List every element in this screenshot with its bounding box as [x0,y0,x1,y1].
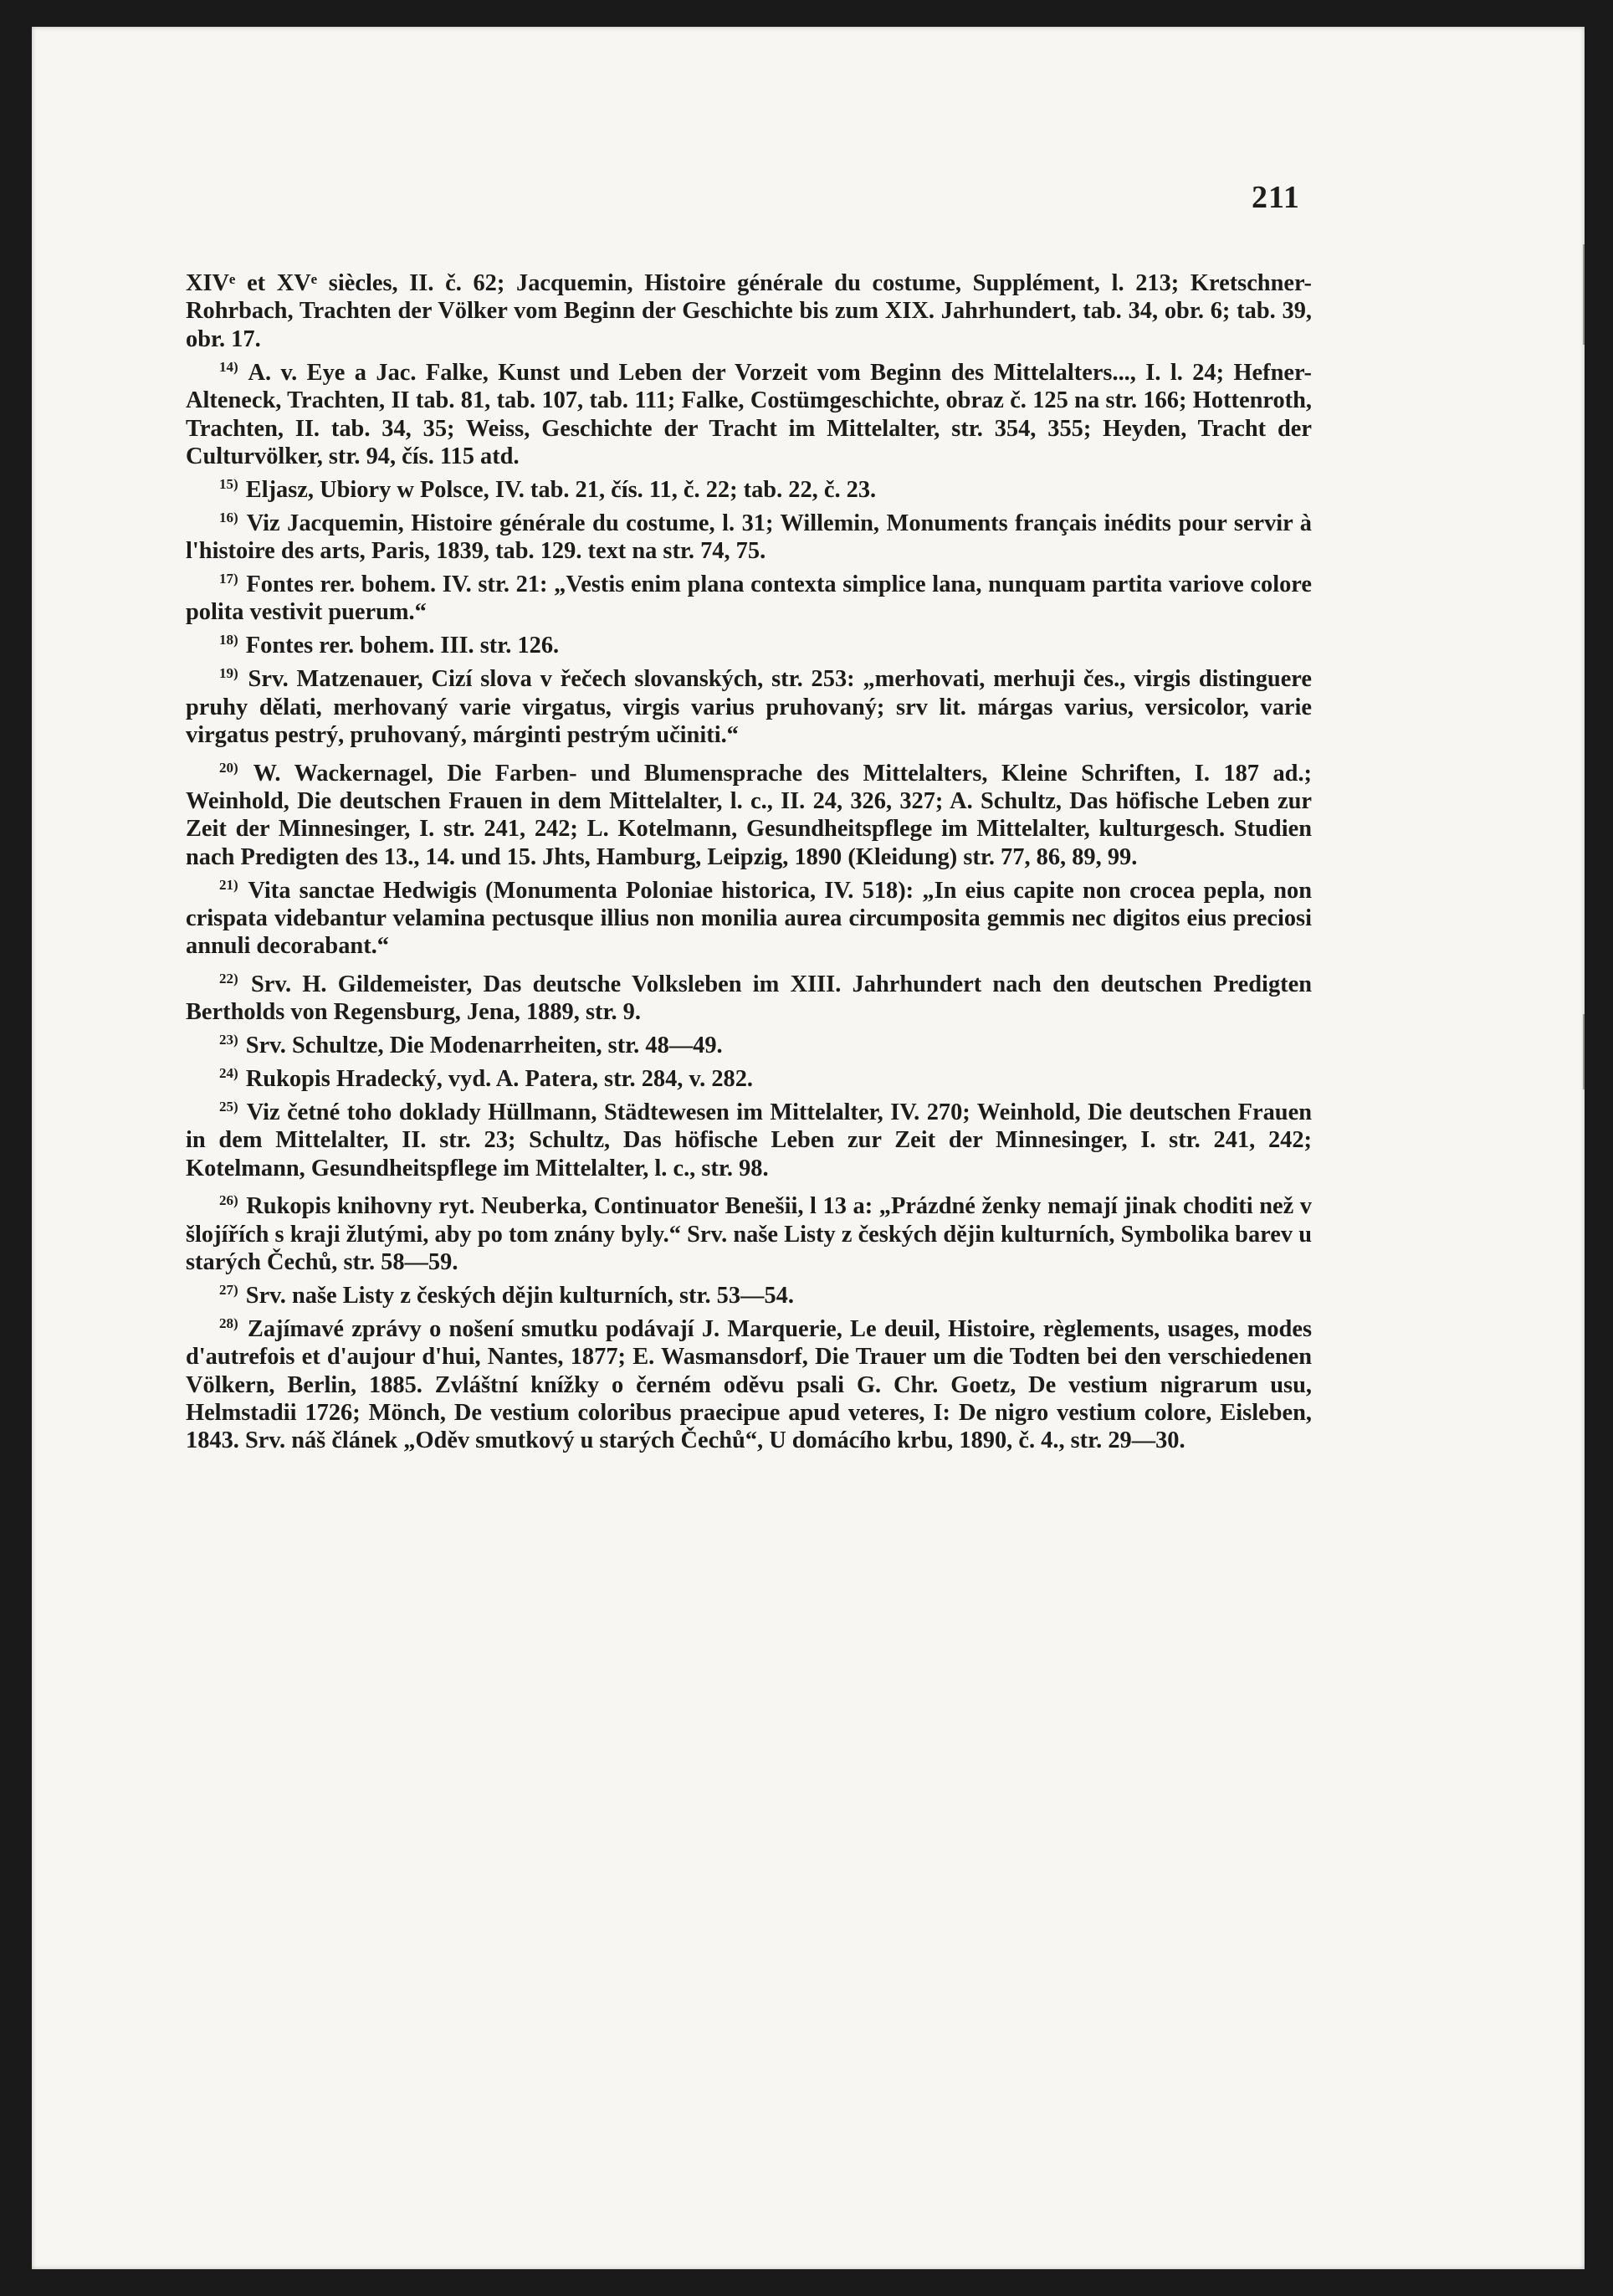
footnote-marker: 20) [219,759,238,776]
footnote-text: W. Wackernagel, Die Farben- und Blumensprache des Mittelalters, Kleine Schriften, I. 187 ad.; Weinhold, Die deutschen Frauen in dem Mittelalter, l. c., II. 24, 326, 327; A. Schultz, Das höfische Leben zur Zeit der Minnesinger, I. str. 241, 242; L. Kotelmann, Gesundheitspflege im Mittelalter, kulturgesch. Studien nach Predigten des 13., 14. und 15. Jhts, Hamburg, Leipzig, 1890 (Kleidung) str. 77, 86, 89, 99. [186,760,1312,870]
footnote-text: A. v. Eye a Jac. Falke, Kunst und Leben der Vorzeit vom Beginn des Mittelalters..., I. l. 24; Hefner-Alteneck, Trachten, II tab. 81, tab. 107, tab. 111; Falke, Costümgeschichte, obraz č. 125 na str. 166; Hottenroth, Trachten, II. tab. 34, 35; Weiss, Geschichte der Tracht im Mittelalter, str. 354, 355; Heyden, Tracht der Culturvölker, str. 94, čís. 115 atd. [186,359,1312,469]
footnote-text: Viz Jacquemin, Histoire générale du costume, l. 31; Willemin, Monuments français inédits pour servir à l'histoire des arts, Paris, 1839, tab. 129. text na str. 74, 75. [186,510,1312,565]
footnote-text: Viz četné toho doklady Hüllmann, Städtewesen im Mittelalter, IV. 270; Weinhold, Die deutschen Frauen in dem Mittelalter, II. str. 23; Schultz, Das höfische Leben zur Zeit der Minnesinger, I. str. 241, 242; Kotelmann, Gesundheitspflege im Mittelalter, l. c., str. 98. [186,1099,1312,1181]
footnote-25 [186,1099,1312,1182]
page-number: 211 [1252,180,1300,215]
footnote-24 [186,1065,1312,1093]
footnote-15 [186,476,1312,504]
footnote-marker: 26) [219,1192,238,1209]
footnote-marker: 22) [219,970,238,987]
footnote-20 [186,760,1312,872]
footnote-text: Eljasz, Ubiory w Polsce, IV. tab. 21, čís. 11, č. 22; tab. 22, č. 23. [245,476,877,503]
scan-edge-mark [1583,1014,1585,1089]
footnotes-block [186,269,1312,1460]
footnote-marker: 24) [219,1065,238,1082]
footnote-marker: 14) [219,358,238,375]
footnote-text: Rukopis Hradecký, vyd. A. Patera, str. 284, v. 282. [245,1066,754,1093]
footnote-26 [186,1192,1312,1276]
footnote-text: Srv. Schultze, Die Modenarrheiten, str. 48—49. [245,1033,723,1059]
footnote-18 [186,632,1312,659]
footnote-marker: 23) [219,1032,238,1048]
footnote-text: Zajímavé zprávy o nošení smutku podávají J. Marquerie, Le deuil, Histoire, règlements, usages, modes d'autrefois et d'aujour d'hui, Nantes, 1877; E. Wasmansdorf, Die Trauer um die Todten bei den verschiedenen Völkern, Berlin, 1885. Zvláštní knížky o černém oděvu psali G. Chr. Goetz, De vestium nigrarum usu, Helmstadii 1726; Mönch, De vestium coloribus praecipue apud veteres, I: De nigro vestium colore, Eisleben, 1843. Srv. náš článek „Oděv smutkový u starých Čechů“, U domácího krbu, 1890, č. 4., str. 29—30. [186,1315,1312,1454]
footnote-17 [186,571,1312,627]
scan-edge-mark [1583,244,1585,345]
footnote-28 [186,1315,1312,1455]
footnote-continuation [186,269,1312,353]
footnote-22 [186,971,1312,1027]
footnote-text: Fontes rer. bohem. IV. str. 21: „Vestis enim plana contexta simplice lana, nunquam partita variove colore polita vestivit puerum.“ [186,571,1312,626]
footnote-text: Srv. Matzenauer, Cizí slova v řečech slovanských, str. 253: „merhovati, merhuji čes., virgis distinguere pruhy dělati, merhovaný varie virgatus, virgis varius pruhovaný; srv lit. márgas varius, versicolor, varie virgatus pestrý, pruhovaný, márginti pestrým učiniti.“ [186,666,1312,749]
footnote-27 [186,1282,1312,1309]
footnote-text: Fontes rer. bohem. III. str. 126. [245,633,560,659]
footnote-text: XIVᵉ et XVᵉ siècles, II. č. 62; Jacquemin, Histoire générale du costume, Supplément, l. 213; Kretschner-Rohrbach, Trachten der Völker vom Beginn der Geschichte bis zum XIX. Jahrhundert, tab. 34, obr. 6; tab. 39, obr. 17. [186,270,1312,352]
footnote-marker: 25) [219,1098,238,1115]
footnote-marker: 17) [219,571,238,587]
footnote-marker: 16) [219,509,238,525]
footnote-marker: 21) [219,876,238,893]
footnote-text: Srv. naše Listy z českých dějin kulturních, str. 53—54. [245,1282,794,1309]
footnote-text: Srv. H. Gildemeister, Das deutsche Volksleben im XIII. Jahrhundert nach den deutschen Predigten Bertholds von Regensburg, Jena, 1889, str. 9. [186,971,1312,1026]
footnote-16 [186,510,1312,566]
footnote-14 [186,359,1312,471]
footnote-marker: 27) [219,1281,238,1298]
footnote-21 [186,877,1312,961]
footnote-marker: 18) [219,632,238,648]
footnote-23 [186,1032,1312,1059]
footnote-marker: 19) [219,665,238,682]
footnote-19 [186,665,1312,749]
footnote-marker: 15) [219,475,238,492]
footnote-text: Vita sanctae Hedwigis (Monumenta Poloniae historica, IV. 518): „In eius capite non crocea pepla, non crispata videbantur velamina pectusque illius non monilia aurea circumposita gemmis nec digitos eius preciosi annuli decorabant.“ [186,877,1312,960]
footnote-marker: 28) [219,1315,238,1331]
footnote-text: Rukopis knihovny ryt. Neuberka, Continuator Benešii, l 13 a: „Prázdné ženky nemají jinak choditi než v šlojířích s kraji žlutými, aby po tom znány byly.“ Srv. naše Listy z českých dějin kulturních, Symbolika barev u starých Čechů, str. 58—59. [186,1193,1312,1275]
